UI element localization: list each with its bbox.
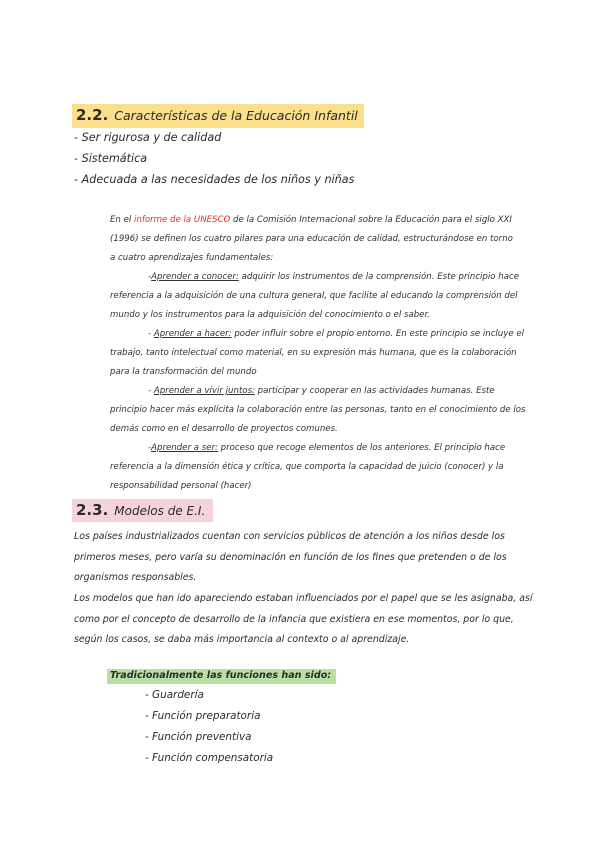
unesco-highlight: informe de la UNESCO bbox=[134, 215, 231, 225]
list-item: - Función preventiva bbox=[145, 731, 252, 743]
section-number: 2.3. bbox=[76, 501, 109, 519]
list-item: - Función compensatoria bbox=[145, 752, 274, 764]
functions-list bbox=[145, 689, 273, 773]
unesco-intro-paragraph bbox=[110, 211, 520, 268]
intro-text: de la Comisión Internacional sobre la Educación para el siglo XXI (1996) se definen los cuatro pilares para una educación de calidad, estructurándose en torno a cuatro aprendizajes fundamentales: bbox=[110, 215, 513, 263]
pillar-text: poder influir sobre el propio entorno. En este principio se incluye el trabajo, tanto intelectual como material, en su expresión más humana, que es la colaboración para la transformación del mundo bbox=[110, 329, 525, 377]
pillar-term: Aprender a vivir juntos: bbox=[153, 386, 255, 396]
pillar-term: Aprender a hacer: bbox=[153, 329, 232, 339]
pillar-text: proceso que recoge elementos de los anteriores. El principio hace referencia a la dimensión ética y crítica, que comporta la capacidad de juicio (conocer) y la responsabilidad personal (hacer) bbox=[110, 443, 506, 491]
pillar-paragraph bbox=[110, 268, 530, 325]
section-title: Modelos de E.I. bbox=[114, 504, 206, 518]
intro-prefix: En el bbox=[110, 215, 135, 225]
pillar-prefix: - bbox=[148, 272, 152, 282]
list-item: - Adecuada a las necesidades de los niños y niñas bbox=[74, 173, 355, 186]
section-title: Características de la Educación Infantil bbox=[114, 108, 358, 123]
pillar-paragraph bbox=[110, 325, 530, 382]
pillar-text: adquirir los instrumentos de la comprensión. Este principio hace referencia a la adquisición de una cultura general, que facilite al educando la comprensión del mundo y los instrumentos para la adquisición del conocimiento o el saber. bbox=[110, 272, 519, 320]
list-item: - Ser rigurosa y de calidad bbox=[74, 131, 222, 144]
pillar-paragraph bbox=[110, 439, 530, 496]
pillar-text: participar y cooperar en las actividades humanas. Este principio hacer más explícita la colaboración entre las personas, tanto en el conocimiento de los demás como en el desarrollo de proyectos comunes. bbox=[110, 386, 526, 434]
pillar-prefix: - bbox=[148, 386, 154, 396]
characteristics-list bbox=[74, 131, 354, 194]
pillar-paragraph bbox=[110, 382, 530, 439]
models-paragraph-2: Los modelos que han ido apareciendo estaban influenciados por el papel que se les asignaba, así como por el concepto de desarrollo de la infancia que existiera en ese momentos, por lo que, según los casos, se daba más importancia al contexto o al aprendizaje. bbox=[74, 593, 533, 645]
pillar-prefix: - bbox=[148, 329, 154, 339]
models-paragraph-1: Los países industrializados cuentan con servicios públicos de atención a los niños desde los primeros meses, pero varía su denominación en función de los fines que pretenden o de los organismos responsables. bbox=[74, 531, 507, 583]
pillar-term: Aprender a conocer: bbox=[151, 272, 239, 282]
functions-heading: Tradicionalmente las funciones han sido: bbox=[107, 669, 336, 684]
pillar-term: Aprender a ser: bbox=[151, 443, 218, 453]
pillar-prefix: - bbox=[148, 443, 152, 453]
section-number: 2.2. bbox=[76, 106, 109, 124]
list-item: - Función preparatoria bbox=[145, 710, 261, 722]
section-2-2-heading bbox=[72, 104, 364, 128]
list-item: - Guardería bbox=[145, 689, 204, 701]
list-item: - Sistemática bbox=[74, 152, 148, 165]
section-2-3-heading bbox=[72, 499, 213, 522]
